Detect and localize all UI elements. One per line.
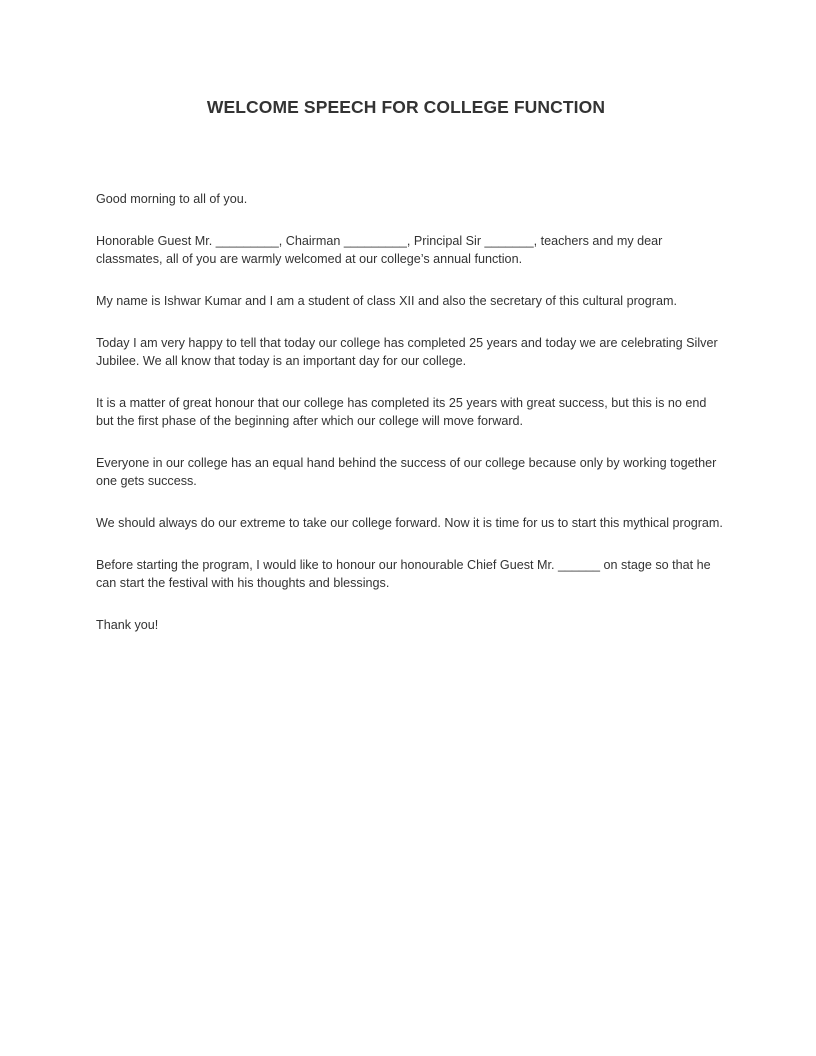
paragraph-greeting: Good morning to all of you.: [96, 192, 248, 206]
paragraph-closing: Thank you!: [96, 618, 159, 632]
paragraph-honour: It is a matter of great honour that our college has completed its 25 years with great success, but this is no end but the first phase of the beginning after which our college will move forward.: [96, 396, 707, 428]
paragraph-introduction: My name is Ishwar Kumar and I am a student of class XII and also the secretary of this cultural program.: [96, 294, 677, 308]
paragraph-silver-jubilee: Today I am very happy to tell that today our college has completed 25 years and today we are celebrating Silver Jubilee. We all know that today is an important day for our college.: [96, 336, 718, 368]
paragraph-guests: Honorable Guest Mr. _________, Chairman _________, Principal Sir _______, teachers and my dear classmates, all of you are warmly welcomed at our college’s annual function.: [96, 234, 663, 266]
speech-body: [96, 190, 726, 658]
document-title: WELCOME SPEECH FOR COLLEGE FUNCTION: [206, 97, 606, 117]
paragraph-teamwork: Everyone in our college has an equal hand behind the success of our college because only by working together one gets success.: [96, 456, 717, 488]
paragraph-program-start: We should always do our extreme to take our college forward. Now it is time for us to start this mythical program.: [96, 516, 723, 530]
paragraph-chief-guest: Before starting the program, I would like to honour our honourable Chief Guest Mr. ______ on stage so that he can start the festival with his thoughts and blessings.: [96, 558, 711, 590]
